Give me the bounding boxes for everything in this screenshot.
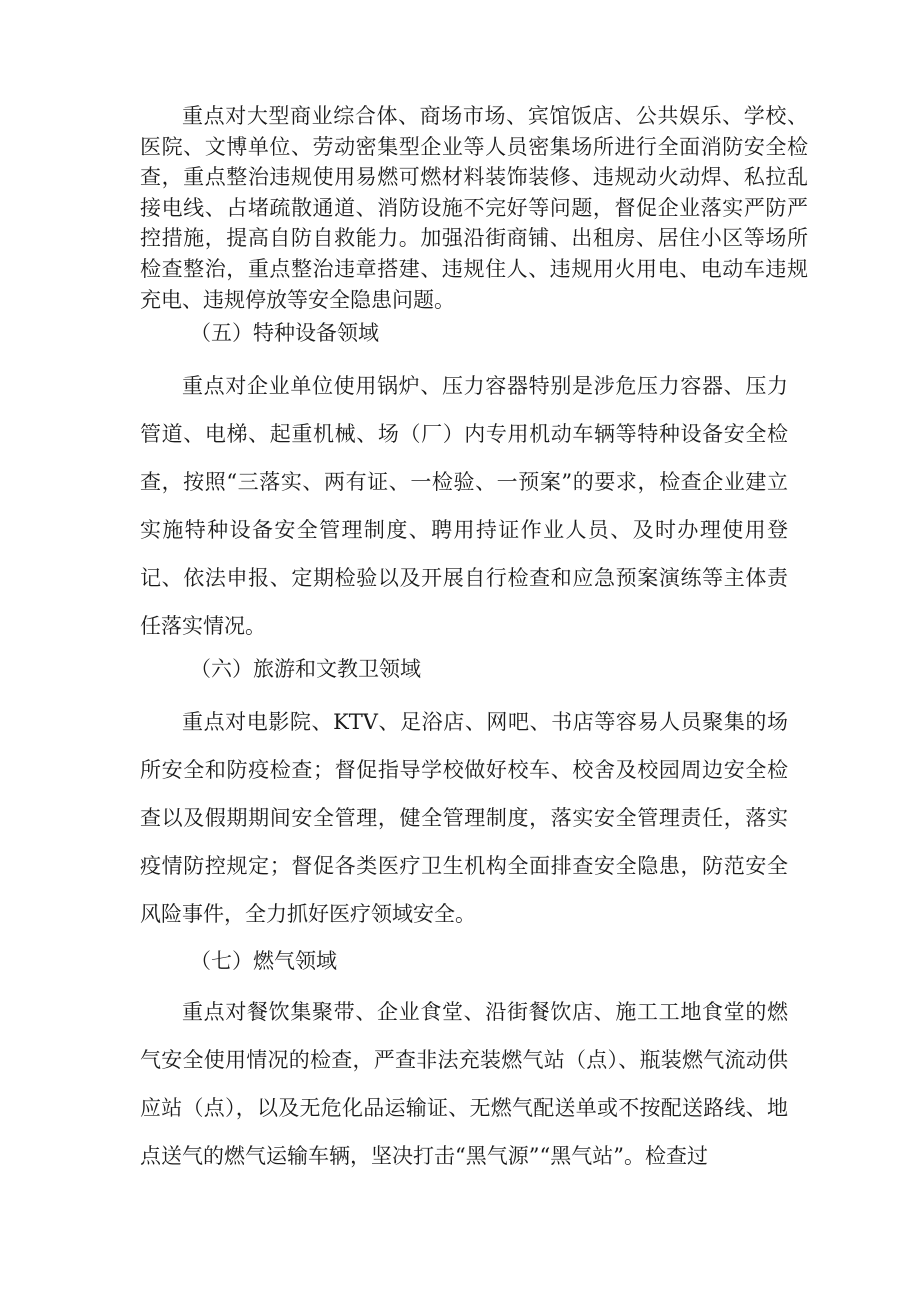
section-heading-6: （六）旅游和文教卫领域 xyxy=(190,657,421,681)
paragraph-intro: 重点对大型商业综合体、商场市场、宾馆饭店、公共娱乐、学校、医院、文博单位、劳动密集型企业等人员密集场所进行全面消防安全检查，重点整治违规使用易燃可燃材料装饰装修、违规动火动焊、私拉乱接电线、占堵疏散通道、消防设施不完好等问题，督促企业落实严防严控措施，提高自防自救能力。加强沿街商铺、出租房、居住小区等场所检查整治，重点整治违章搭建、违规住人、违规用火用电、电动车违规充电、违规停放等安全隐患问题。 xyxy=(140,104,808,312)
section-heading-5: （五）特种设备领域 xyxy=(190,321,379,345)
section-paragraph-5: 重点对企业单位使用锅炉、压力容器特别是涉危压力容器、压力管道、电梯、起重机械、场（厂）内专用机动车辆等特种设备安全检查，按照“三落实、两有证、一检验、一预案”的要求，检查企业建立实施特种设备安全管理制度、聘用持证作业人员、及时办理使用登记、依法申报、定期检验以及开展自行检查和应急预案演练等主体责任落实情况。 xyxy=(140,374,788,638)
section-paragraph-6: 重点对电影院、KTV、足浴店、网吧、书店等容易人员聚集的场所安全和防疫检查；督促指导学校做好校车、校舍及校园周边安全检查以及假期期间安全管理，健全管理制度，落实安全管理责任，落实疫情防控规定；督促各类医疗卫生机构全面排查安全隐患，防范安全风险事件，全力抓好医疗领域安全。 xyxy=(140,710,788,926)
section-paragraph-7: 重点对餐饮集聚带、企业食堂、沿街餐饮店、施工工地食堂的燃气安全使用情况的检查，严查非法充装燃气站（点）、瓶装燃气流动供应站（点），以及无危化品运输证、无燃气配送单或不按配送路线、地点送气的燃气运输车辆，坚决打击“黑气源”“黑气站”。检查过 xyxy=(140,1000,788,1168)
section-heading-7: （七）燃气领域 xyxy=(190,949,337,973)
